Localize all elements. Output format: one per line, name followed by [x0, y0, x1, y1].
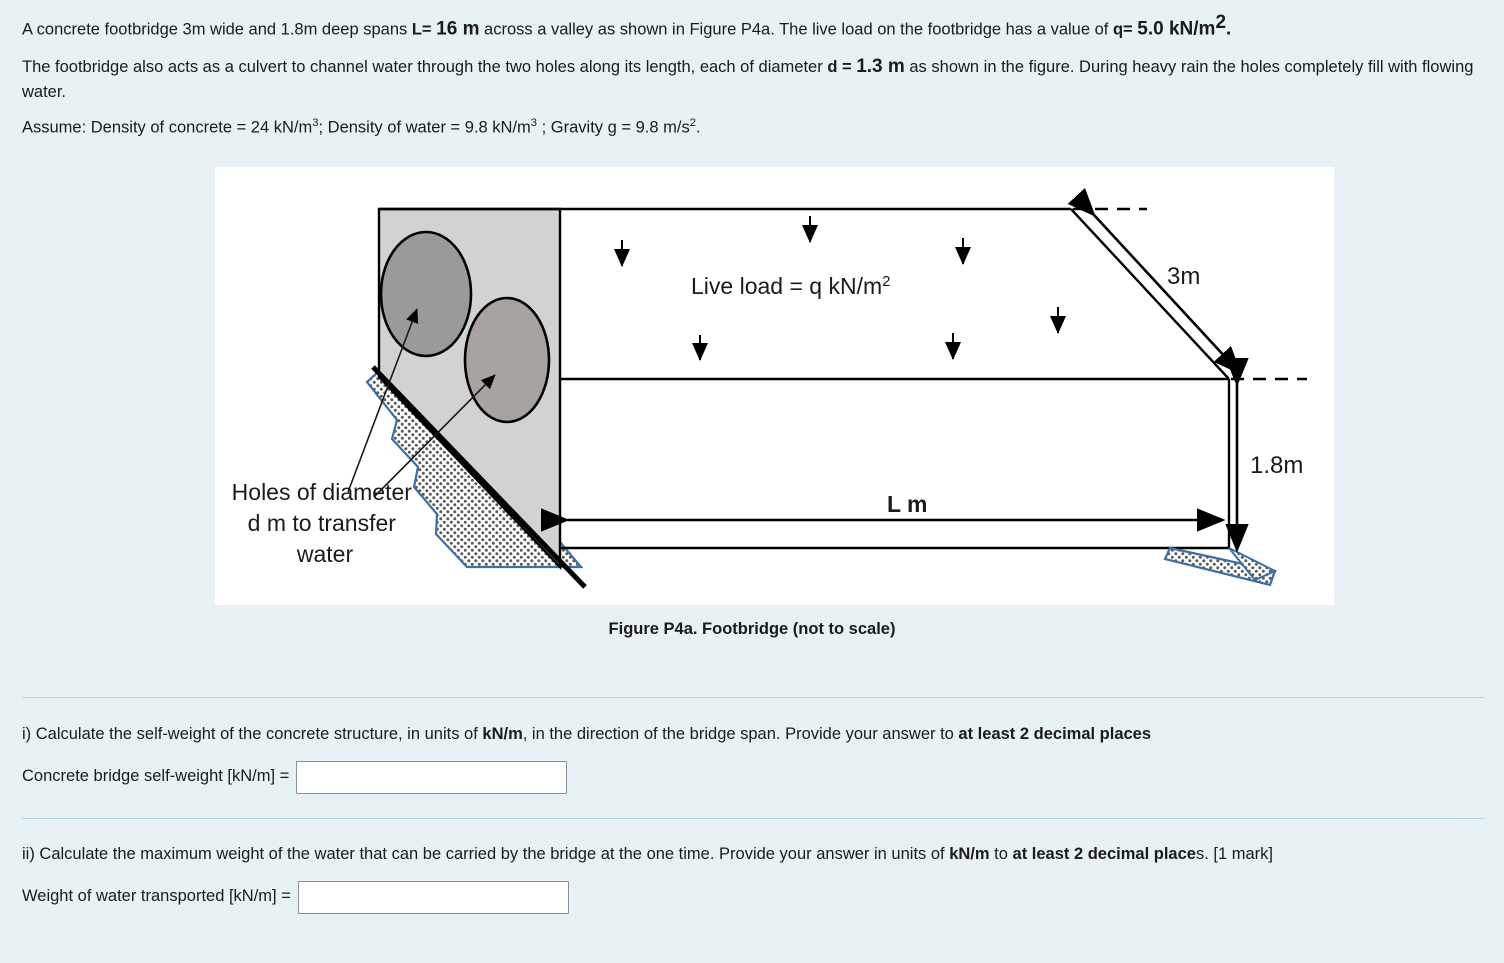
depth-label: 1.8m	[1250, 452, 1304, 479]
p2-part-a: The footbridge also acts as a culvert to channel water through the two holes along its length, each of diameter	[22, 58, 828, 77]
q2-bold-b: at least 2 decimal place	[1012, 845, 1196, 863]
section-divider-1	[22, 697, 1484, 698]
concrete-self-weight-input[interactable]	[296, 761, 567, 794]
question-2-answer-row	[22, 881, 1484, 914]
p1-part-c: .	[1226, 18, 1232, 40]
question-1-text	[22, 723, 1484, 747]
span-label: L m	[887, 491, 928, 517]
question-1-answer-row	[22, 761, 1484, 794]
p2-d-value: 1.3 m	[856, 56, 905, 78]
question-1-answer-label: Concrete bridge self-weight [kN/m] =	[22, 767, 290, 786]
width-label: 3m	[1167, 263, 1201, 290]
p1-L-label: L=	[411, 20, 437, 39]
q1-text-a: i) Calculate the self-weight of the concrete structure, in units of	[22, 725, 483, 743]
p3-part-d: .	[695, 118, 701, 137]
q2-bold-a: kN/m	[949, 845, 990, 863]
p2-d-label: d =	[827, 58, 857, 77]
p3-part-a: Assume: Density of concrete = 24 kN/m	[22, 118, 313, 137]
hole-right	[465, 298, 549, 422]
p1-q-exponent: 2	[1215, 12, 1227, 33]
p2-part-b: as shown in the figure. During heavy rain the holes completely fill with flowing water.	[22, 58, 1474, 102]
p3-exp-3: 2	[689, 116, 696, 129]
q1-bold-b: at least 2 decimal places	[958, 725, 1152, 743]
p3-exp-2: 3	[530, 116, 538, 129]
q1-bold-a: kN/m	[482, 725, 523, 743]
figure-p4a	[215, 167, 1334, 605]
question-1	[22, 723, 1484, 794]
p3-part-c: ; Gravity g = 9.8 m/s	[537, 118, 690, 137]
q2-text-a: ii) Calculate the maximum weight of the water that can be carried by the bridge at the one time. Provide your answer in units of	[22, 845, 950, 863]
q2-text-c: s. [1 mark]	[1195, 845, 1273, 863]
holes-callout: Holes of diameter d m to transfer water	[231, 479, 412, 567]
deck-right-rear-edge	[1071, 209, 1229, 379]
p1-L-value: 16 m	[436, 18, 480, 40]
width-dimension-arrow	[1094, 215, 1240, 373]
q2-text-b: to	[989, 845, 1013, 863]
problem-paragraph-2	[22, 54, 1484, 104]
water-weight-input[interactable]	[298, 881, 569, 914]
problem-statement	[22, 10, 1484, 151]
p1-q-label: q=	[1112, 20, 1138, 39]
problem-paragraph-1	[22, 10, 1484, 43]
q1-text-b: , in the direction of the bridge span. Provide your answer to	[522, 725, 959, 743]
p1-part-b: across a valley as shown in Figure P4a. The live load on the footbridge has a value of	[479, 20, 1113, 39]
question-2	[22, 843, 1484, 914]
section-divider-2	[22, 818, 1484, 819]
live-load-label: Live load = q $kN/m^2$	[691, 273, 891, 299]
question-2-answer-label: Weight of water transported [kN/m] =	[22, 887, 291, 906]
p1-q-value: 5.0 kN/m	[1137, 18, 1216, 40]
question-2-text	[22, 843, 1484, 867]
p3-part-b: ; Density of water = 9.8 kN/m	[318, 118, 531, 137]
footbridge-diagram	[215, 167, 1334, 605]
hole-left	[381, 232, 471, 356]
p3-exp-1: 3	[312, 116, 319, 129]
figure-caption: Figure P4a. Footbridge (not to scale)	[608, 620, 896, 638]
p1-part-a: A concrete footbridge 3m wide and 1.8m deep spans	[22, 20, 412, 39]
problem-paragraph-3	[22, 116, 1484, 140]
